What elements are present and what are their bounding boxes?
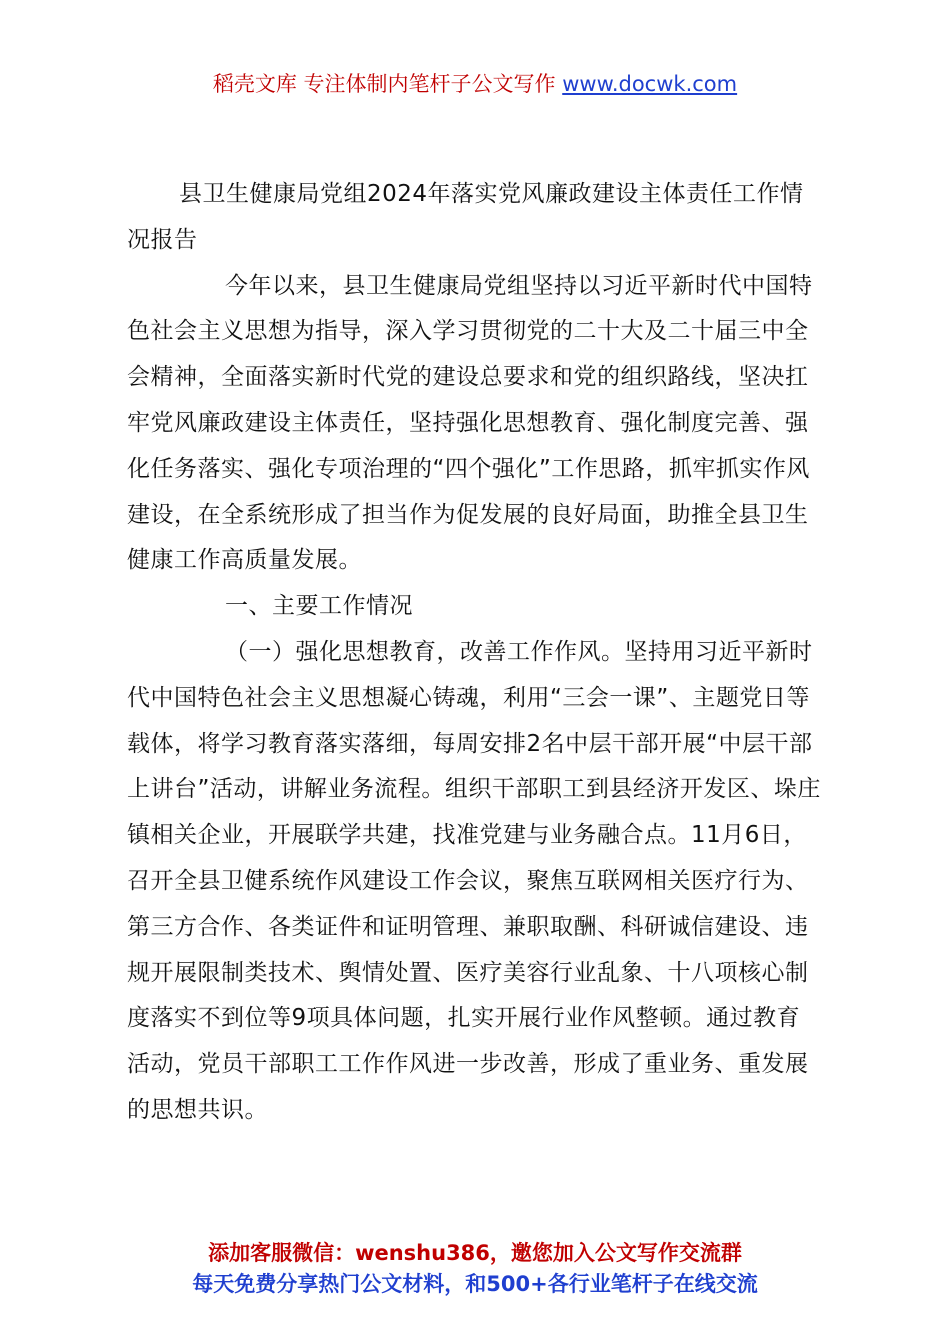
header-url-link[interactable]: www.docwk.com [562,72,738,96]
document-title: 县卫生健康局党组2024年落实党风廉政建设主体责任工作情况报告 [127,181,804,253]
section-heading: 一、主要工作情况 [225,593,413,620]
footer-line-contact: 添加客服微信：wenshu386，邀您加入公文写作交流群 [208,1241,742,1265]
footer-line-share: 每天免费分享热门公文材料，和500+各行业笔杆子在线交流 [192,1272,758,1296]
intro-paragraph: 今年以来，县卫生健康局党组坚持以习近平新时代中国特色社会主义思想为指导，深入学习贯彻党的二十大及二十届三中全会精神，全面落实新时代党的建设总要求和党的组织路线，坚决扛牢党风廉政建设主体责任，坚持强化思想教育、强化制度完善、强化任务落实、强化专项治理的“四个强化”工作思路，抓牢抓实作风建设，在全系统形成了担当作为促发展的良好局面，助推全县卫生健康工作高质量发展。 [127,272,813,574]
section-paragraph: （一）强化思想教育，改善工作作风。坚持用习近平新时代中国特色社会主义思想凝心铸魂，利用“三会一课”、主题党日等载体，将学习教育落实落细，每周安排2名中层干部开展“中层干部上讲台”活动，讲解业务流程。组织干部职工到县经济开发区、垛庄镇相关企业，开展联学共建，找准党建与业务融合点。11月6日，召开全县卫健系统作风建设工作会议，聚焦互联网相关医疗行为、第三方合作、各类证件和证明管理、兼职取酬、科研诚信建设、违规开展限制类技术、舆情处置、医疗美容行业乱象、十八项核心制度落实不到位等9项具体问题，扎实开展行业作风整顿。通过教育活动，党员干部职工工作作风进一步改善，形成了重业务、重发展的思想共识。 [127,638,821,1123]
header-text: 稻壳文库 专注体制内笔杆子公文写作 [212,72,563,96]
watermark-header [0,66,950,102]
promo-footer [0,1238,950,1300]
document-body [127,172,822,1134]
